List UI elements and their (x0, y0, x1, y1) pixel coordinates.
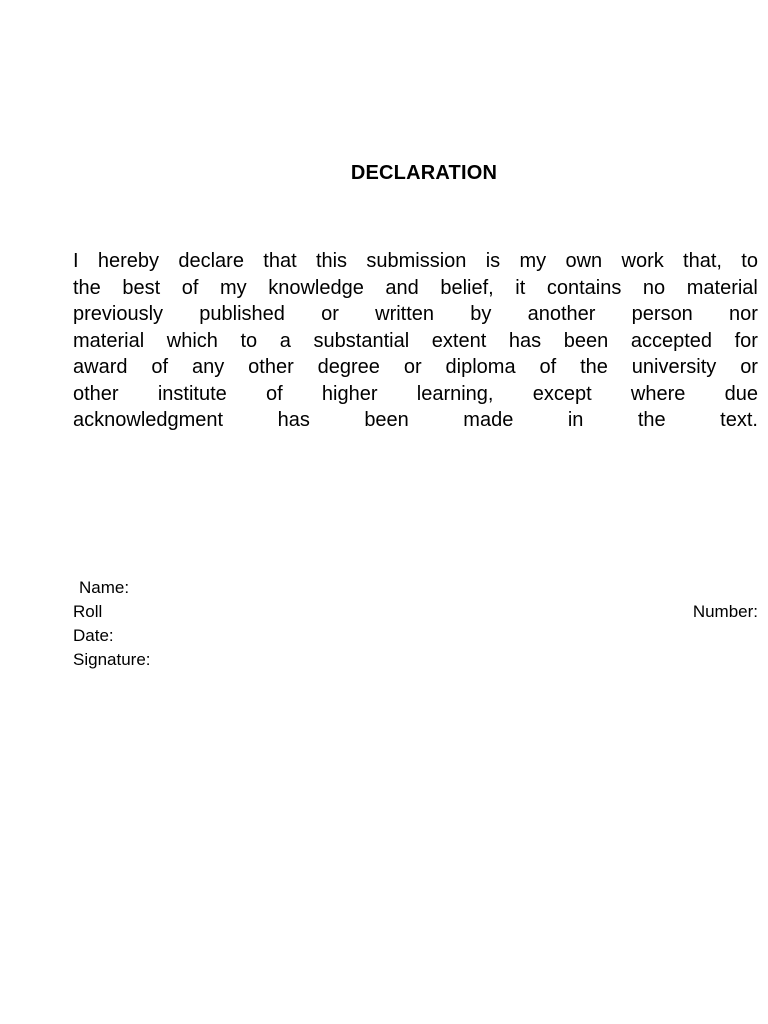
paragraph-word: for (734, 329, 758, 352)
paragraph-word: it (515, 276, 526, 299)
paragraph-word: the (580, 356, 608, 378)
paragraph-word: of (151, 356, 169, 378)
paragraph-word: higher (321, 382, 378, 405)
paragraph-word: my (519, 250, 547, 272)
paragraph-word: substantial (313, 329, 410, 352)
signature-field-label: Signature: (73, 650, 151, 669)
paragraph-word: acknowledgment (73, 409, 224, 431)
paragraph-word: except (532, 382, 592, 405)
paragraph-word: of (539, 356, 557, 378)
paragraph-word: institute (157, 382, 227, 405)
name-field-label: Name: (79, 578, 130, 597)
paragraph-word: is (485, 250, 501, 272)
paragraph-word: has (508, 329, 542, 352)
paragraph-word: of (181, 276, 199, 299)
paragraph-line (73, 381, 758, 408)
paragraph-word: previously (73, 303, 164, 325)
paragraph-word: belief, (440, 276, 494, 299)
paragraph-word: due (724, 382, 758, 405)
paragraph-line (73, 301, 758, 328)
paragraph-word: published (199, 303, 285, 325)
paragraph-word: a (279, 329, 291, 352)
roll-number-field (73, 600, 758, 624)
paragraph-word: contains (546, 276, 622, 299)
paragraph-word: person (631, 303, 693, 325)
number-label: Number: (692, 602, 758, 621)
paragraph-word: submission (366, 250, 467, 272)
paragraph-word: material (686, 276, 758, 299)
paragraph-word: learning, (416, 382, 494, 405)
paragraph-word: knowledge (268, 276, 364, 299)
paragraph-word: material (73, 329, 145, 352)
paragraph-word: by (470, 303, 492, 325)
paragraph-word: to (240, 329, 258, 352)
page-title: DECLARATION (350, 162, 498, 184)
paragraph-word: best (122, 276, 161, 299)
paragraph-word: written (375, 303, 435, 325)
paragraph-word: own (565, 250, 603, 272)
paragraph-word: text. (720, 409, 758, 431)
paragraph-word: university (631, 356, 717, 378)
paragraph-word: extent (431, 329, 487, 352)
paragraph-word: in (567, 409, 584, 431)
paragraph-word: any (191, 356, 225, 378)
paragraph-word: my (220, 276, 247, 299)
paragraph-word: that (263, 250, 297, 272)
paragraph-word: declare (178, 250, 244, 272)
paragraph-word: has (277, 409, 310, 431)
signoff-block (73, 576, 758, 672)
paragraph-word: diploma (445, 356, 516, 378)
paragraph-word: this (315, 250, 348, 272)
paragraph-word: which (166, 329, 218, 352)
paragraph-word: to (741, 250, 758, 272)
paragraph-word: I (73, 250, 79, 272)
paragraph-line (73, 275, 758, 302)
paragraph-line (73, 354, 758, 381)
paragraph-word: been (563, 329, 609, 352)
paragraph-word: that, (683, 250, 722, 272)
paragraph-word: work (621, 250, 664, 272)
paragraph-word: and (385, 276, 419, 299)
paragraph-word: the (637, 409, 666, 431)
paragraph-line (73, 407, 758, 434)
paragraph-word: degree (317, 356, 380, 378)
paragraph-word: award (73, 356, 128, 378)
paragraph-word: been (364, 409, 409, 431)
paragraph-word: other (73, 382, 119, 405)
paragraph-word: or (321, 303, 339, 325)
declaration-paragraph (73, 248, 758, 434)
paragraph-word: nor (729, 303, 758, 325)
paragraph-line (73, 328, 758, 355)
paragraph-word: the (73, 276, 101, 299)
paragraph-line (73, 248, 758, 275)
paragraph-word: where (630, 382, 686, 405)
date-field-label: Date: (73, 626, 114, 645)
paragraph-word: other (248, 356, 294, 378)
paragraph-word: hereby (97, 250, 160, 272)
paragraph-word: another (527, 303, 596, 325)
roll-label: Roll (73, 602, 103, 621)
paragraph-word: of (266, 382, 283, 405)
paragraph-word: accepted (630, 329, 712, 352)
paragraph-word: or (740, 356, 758, 378)
paragraph-word: or (403, 356, 422, 378)
paragraph-word: no (642, 276, 666, 299)
paragraph-word: made (463, 409, 514, 431)
